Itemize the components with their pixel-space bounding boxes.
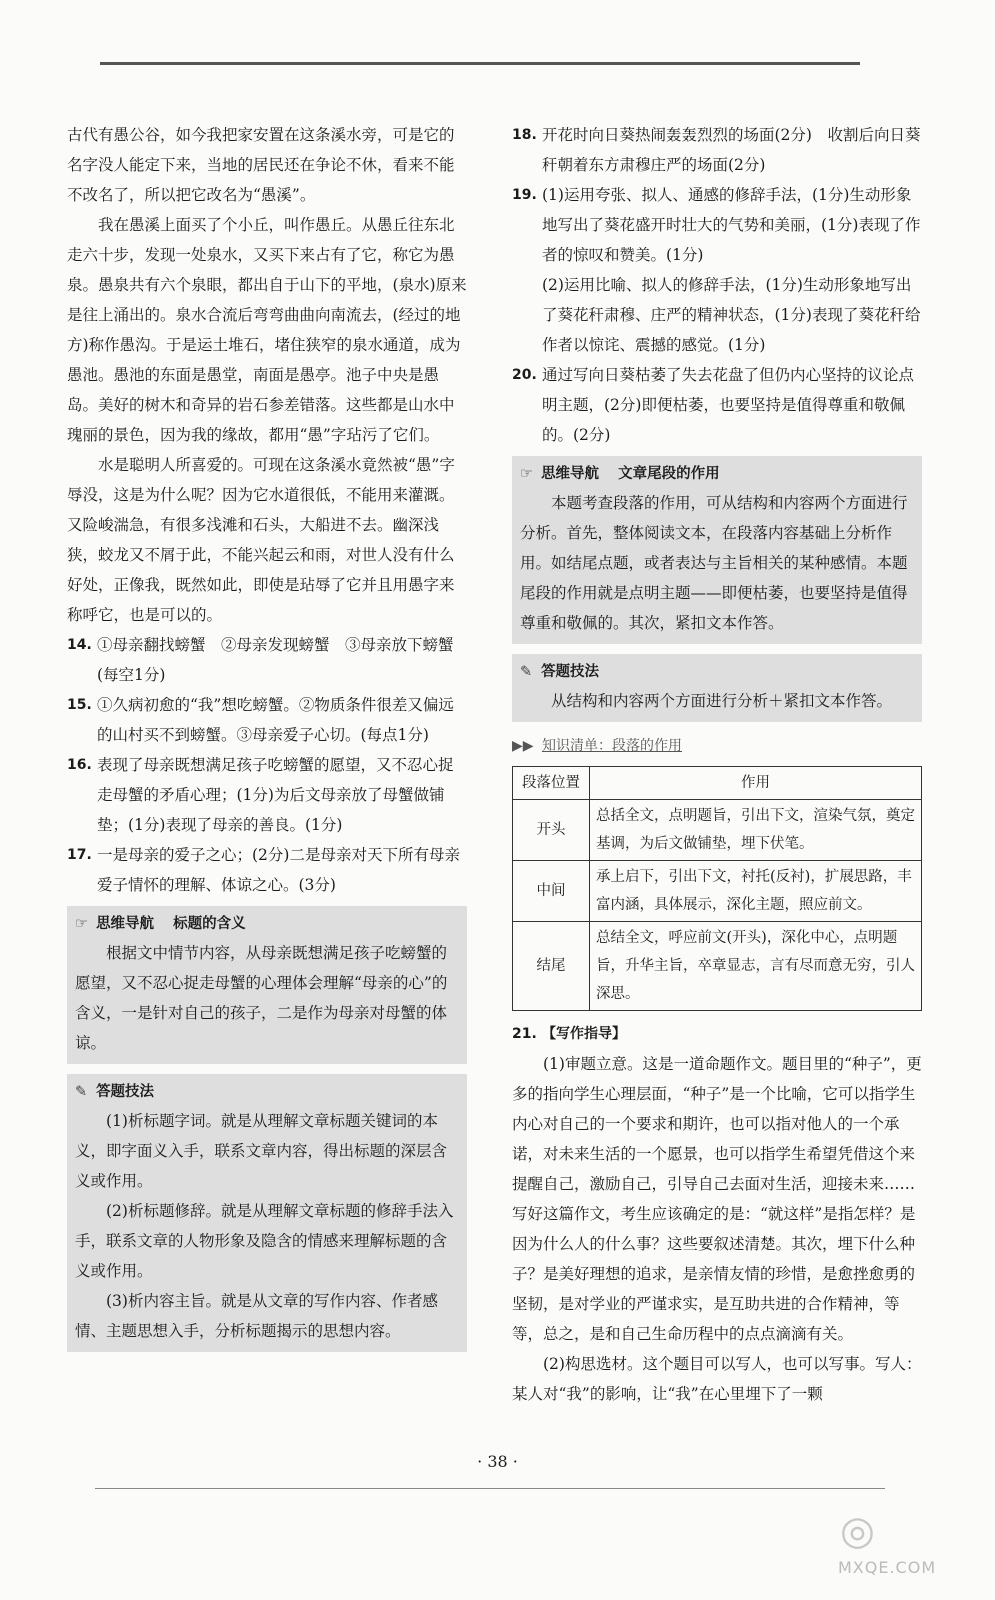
- answer-20: [512, 360, 922, 450]
- knowledge-list-link: [512, 732, 922, 760]
- box-heading: [520, 658, 914, 686]
- question-number: 21.: [512, 1026, 537, 1042]
- answer-text: 开花时向日葵热闹轰轰烈烈的场面(2分) 收割后向日葵秆朝着东方肃穆庄严的场面(2分): [542, 126, 921, 174]
- column-header: 作用: [590, 767, 922, 800]
- translation-paragraph-1: 古代有愚公谷，如今我把家安置在这条溪水旁，可是它的名字没人能定下来，当地的居民还在争论不休，看来不能不改名了，所以把它改名为“愚溪”。: [67, 126, 455, 204]
- box-label: 答题技法: [541, 664, 600, 680]
- question-number: 16.: [67, 757, 92, 773]
- question-number: 20.: [512, 367, 537, 383]
- watermark-text: MXQE.COM: [838, 1558, 937, 1577]
- thinking-navigation-box: [67, 906, 467, 1064]
- question-number: 15.: [67, 697, 92, 713]
- table-row: [513, 800, 922, 861]
- table-header-row: [513, 767, 922, 800]
- question-number: 18.: [512, 127, 537, 143]
- box-label: 思维导航: [541, 466, 600, 482]
- translation-paragraph-3: 水是聪明人所喜爱的。可现在这条溪水竟然被“愚”字辱没，这是为什么呢？因为它水道很低，不能用来灌溉。又险峻湍急，有很多浅滩和石头，大船进不去。幽深浅狭，蛟龙又不屑于此，不能兴起云和雨，对世人没有什么好处，正像我，既然如此，即使是玷辱了它并且用愚字来称呼它，也是可以的。: [67, 456, 455, 624]
- box-heading: [75, 1078, 459, 1106]
- bottom-rule: [95, 1488, 885, 1489]
- writing-guide-paragraph-1: (1)审题立意。这是一道命题作文。题目里的“种子”，更多的指向学生心理层面，“种子”是一个比喻，它可以指学生内心对自己的一个要求和期许，也可以指对他人的一个承诺，对未来生活的一个愿景，也可以指学生希望凭借这个来提醒自己，激励自己，引导自己去面对生活，迎接未来……写好这篇作文，考生应该确定的是：“就这样”是指怎样？是因为什么人的什么事？这些要叙述清楚。其次，埋下什么种子？是美好理想的追求，是亲情友情的珍惜，是愈挫愈勇的坚韧，是对学业的严谨求实，是互助共进的合作精神，等等，总之，是和自己生命历程中的点点滴滴有关。: [512, 1055, 922, 1343]
- question-number: 17.: [67, 847, 92, 863]
- technique-item-3: (3)析内容主旨。就是从文章的写作内容、作者感情、主题思想入手，分析标题揭示的思想内容。: [75, 1292, 438, 1340]
- table-row: [513, 861, 922, 922]
- technique-item-2: (2)析标题修辞。就是从理解文章标题的修辞手法入手，联系文章的人物形象及隐含的情感来理解标题的含义或作用。: [75, 1202, 454, 1280]
- position-cell: 开头: [513, 800, 590, 861]
- technique-item-1: (1)析标题字词。就是从理解文章标题关键词的本义，即字面义入手，联系文章内容，得出标题的深层含义或作用。: [75, 1112, 448, 1190]
- right-column: [512, 120, 922, 1409]
- box-topic: 标题的含义: [173, 916, 246, 932]
- question-number: 19.: [512, 187, 537, 203]
- answer-14: [67, 630, 467, 690]
- role-cell: 总结全文，呼应前文(开头)，深化中心，点明题旨，升华主旨，卒章显志，言有尽而意无穷，引人深思。: [590, 922, 922, 1011]
- answer-17: [67, 840, 467, 900]
- answer-text: ①久病初愈的“我”想吃螃蟹。②物质条件很差又偏远的山村买不到螃蟹。③母亲爱子心切。(每点1分): [97, 696, 454, 744]
- answer-text: 一是母亲的爱子之心；(2分)二是母亲对天下所有母亲爱子情怀的理解、体谅之心。(3分): [97, 846, 460, 894]
- answer-16: [67, 750, 467, 840]
- box-text: 从结构和内容两个方面进行分析＋紧扣文本作答。: [551, 692, 893, 710]
- left-column: [67, 120, 467, 1362]
- pointing-hand-icon: ☞: [75, 916, 88, 932]
- answer-21: [512, 1019, 922, 1049]
- page-number: · 38 ·: [477, 1452, 518, 1471]
- top-rule: [100, 62, 860, 65]
- answer-technique-box: [512, 654, 922, 722]
- answer-technique-box: [67, 1074, 467, 1352]
- writing-guide-title: 【写作指导】: [542, 1026, 626, 1042]
- answer-15: [67, 690, 467, 750]
- box-label: 思维导航: [96, 916, 155, 932]
- question-number: 14.: [67, 637, 92, 653]
- box-heading: [520, 460, 914, 488]
- technique-icon: ✎: [75, 1084, 88, 1100]
- pointing-hand-icon: ☞: [520, 466, 533, 482]
- thinking-navigation-box: [512, 456, 922, 644]
- translation-paragraph-2: 我在愚溪上面买了个小丘，叫作愚丘。从愚丘往东北走六十步，发现一处泉水，又买下来占有了它，称它为愚泉。愚泉共有六个泉眼，都出自于山下的平地，(泉水)原来是往上涌出的。泉水合流后弯弯曲曲向南流去，(经过的地方)称作愚沟。于是运土堆石，堵住狭窄的泉水通道，成为愚池。愚池的东面是愚堂，南面是愚亭。池子中央是愚岛。美好的树木和奇异的岩石参差错落。这些都是山水中瑰丽的景色，因为我的缘故，都用“愚”字玷污了它们。: [67, 216, 467, 444]
- knowledge-list-title: 知识清单：段落的作用: [542, 738, 682, 754]
- role-cell: 总括全文，点明题旨，引出下文，渲染气氛，奠定基调，为后文做铺垫，埋下伏笔。: [590, 800, 922, 861]
- paragraph-role-table: [512, 766, 922, 1011]
- box-text: 根据文中情节内容，从母亲既想满足孩子吃螃蟹的愿望，又不忍心捉走母蟹的心理体会理解“母亲的心”的含义，一是针对自己的孩子，二是作为母亲对母蟹的体谅。: [75, 944, 448, 1052]
- technique-icon: ✎: [520, 664, 533, 680]
- site-watermark: [830, 1508, 980, 1588]
- answer-text: 通过写向日葵枯萎了失去花盘了但仍内心坚持的议论点明主题，(2分)即便枯萎，也要坚持是值得尊重和敬佩的。(2分): [542, 366, 915, 444]
- answer-text: 表现了母亲既想满足孩子吃螃蟹的愿望，又不忍心捉走母蟹的矛盾心理；(1分)为后文母亲放了母蟹做铺垫；(1分)表现了母亲的善良。(1分): [97, 756, 454, 834]
- writing-guide-paragraph-2: (2)构思选材。这个题目可以写人，也可以写事。写人：某人对“我”的影响，让“我”在心里埋下了一颗: [512, 1355, 922, 1403]
- box-text: 本题考查段落的作用，可从结构和内容两个方面进行分析。首先，整体阅读文本，在段落内容基础上分析作用。如结尾点题，或者表达与主旨相关的某种感情。本题尾段的作用就是点明主题——即便枯萎，也要坚持是值得尊重和敬佩的。其次，紧扣文本作答。: [520, 494, 908, 632]
- box-label: 答题技法: [96, 1084, 155, 1100]
- column-header: 段落位置: [513, 767, 590, 800]
- answer-text: ①母亲翻找螃蟹 ②母亲发现螃蟹 ③母亲放下螃蟹(每空1分): [97, 636, 454, 684]
- answer-19: [512, 180, 922, 360]
- table-row: [513, 922, 922, 1011]
- double-arrow-icon: ▶▶: [512, 738, 534, 754]
- role-cell: 承上启下，引出下文，衬托(反衬)，扩展思路，丰富内涵，具体展示，深化主题，照应前文。: [590, 861, 922, 922]
- answer-text-part-2: (2)运用比喻、拟人的修辞手法，(1分)生动形象地写出了葵花秆肃穆、庄严的精神状态，(1分)表现了葵花秆给作者以惊诧、震撼的感觉。(1分): [542, 276, 921, 354]
- position-cell: 中间: [513, 861, 590, 922]
- watermark-logo-icon: ◎: [840, 1508, 875, 1554]
- box-heading: [75, 910, 459, 938]
- answer-18: [512, 120, 922, 180]
- answer-text: (1)运用夸张、拟人、通感的修辞手法，(1分)生动形象地写出了葵花盛开时壮大的气势和美丽，(1分)表现了作者的惊叹和赞美。(1分): [542, 186, 921, 264]
- box-topic: 文章尾段的作用: [618, 466, 720, 482]
- position-cell: 结尾: [513, 922, 590, 1011]
